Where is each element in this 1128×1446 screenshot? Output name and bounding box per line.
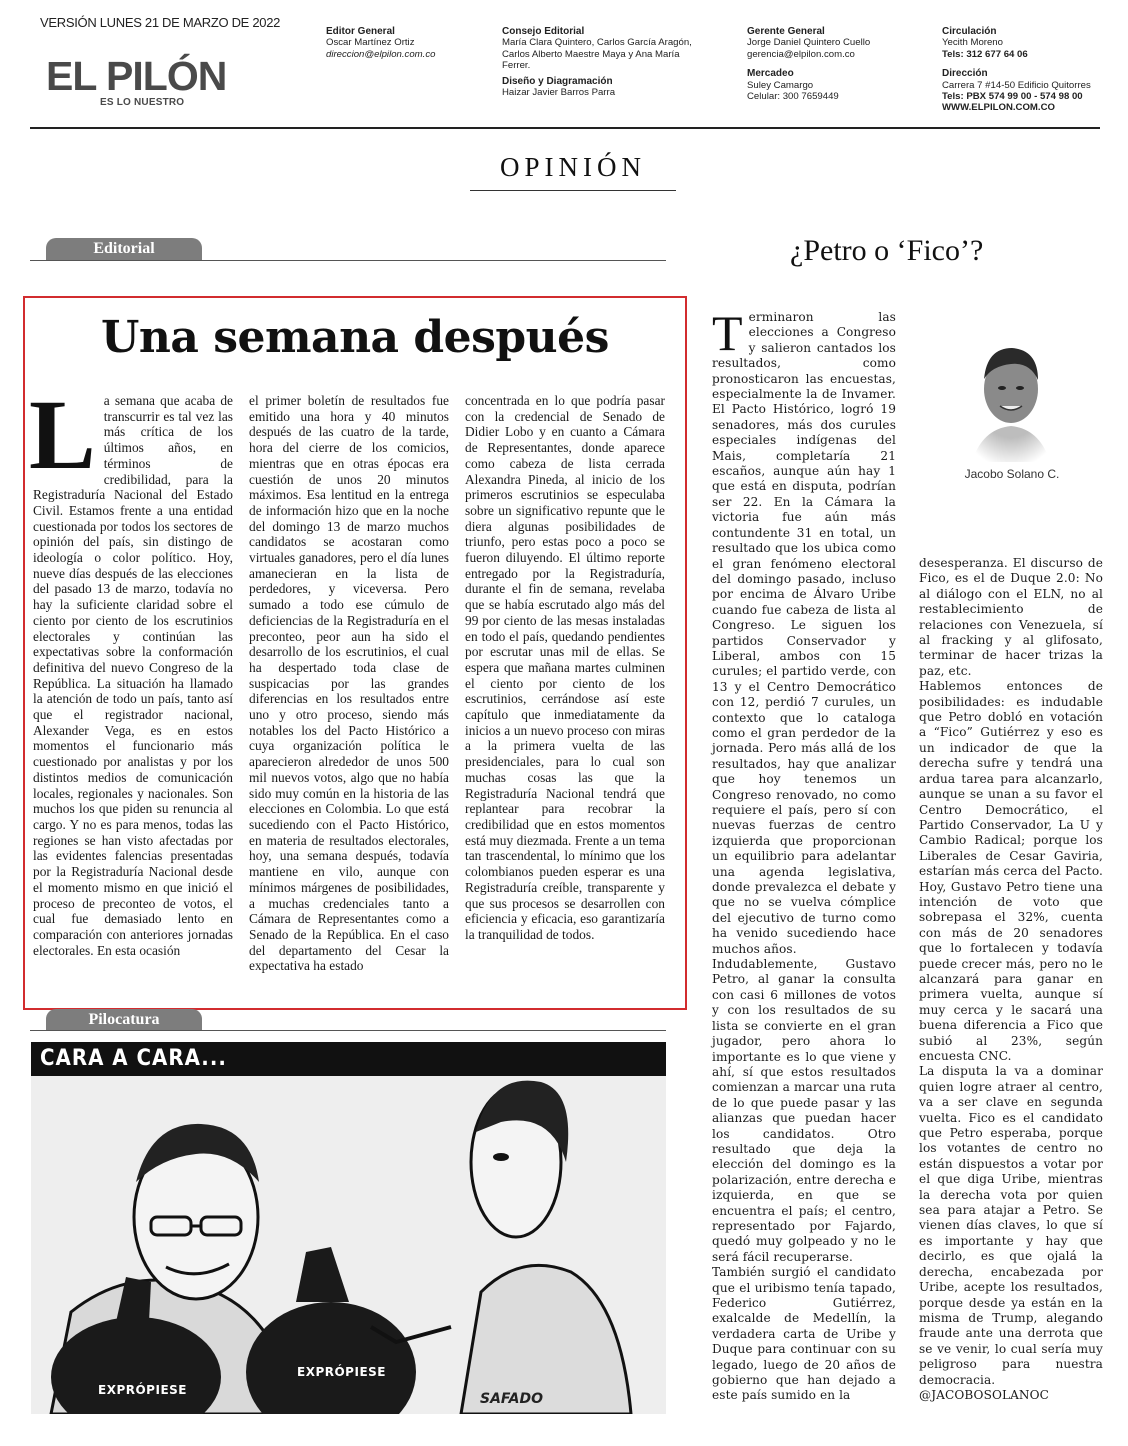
marketing-name: Suley Camargo: [747, 79, 814, 91]
council-names-line: Carlos Alberto Maestre Maya y Ana María: [502, 48, 680, 60]
section-title: OPINIÓN: [500, 152, 646, 182]
circulation-title: Circulación: [942, 26, 997, 37]
address-title: Dirección: [942, 68, 988, 80]
bag-label-left: EXPRÓPIESE: [98, 1383, 187, 1397]
credits-circulation: [942, 26, 1122, 114]
cartoonist-signature: SAFADO: [480, 1391, 544, 1407]
political-cartoon: [31, 1042, 666, 1414]
editorial-tab-rule: [30, 260, 666, 261]
author-photo: [962, 334, 1060, 462]
pilocatura-tab[interactable]: Pilocatura: [46, 1009, 202, 1031]
opinion-paragraph: También surgió el candidato que el uribismo tenía tapado, Federico Gutiérrez, exalcalde de Medellín, la verdadera carta de Uribe y Duque para continuar con su legado, luego de 20 años de gobierno que han dejado a este país sumido en la: [712, 1265, 896, 1403]
editorial-dropcap: L: [29, 379, 96, 490]
pilocatura-tab-rule: [30, 1030, 666, 1031]
address-line: Carrera 7 #14-50 Edificio Quitorres: [942, 79, 1091, 91]
opinion-column-2: [919, 556, 1103, 1403]
council-title: Consejo Editorial: [502, 26, 585, 37]
editorial-column-2: [249, 393, 449, 974]
masthead-divider: [30, 127, 1100, 129]
opinion-paragraph: La disputa la va a dominar quien logre atraer al centro, va a ser clave en segunda vuelta. Fico es el candidato que Petro esperaba, porque los votantes de centro no están dispuestos a votar por el que diga Uribe, mientras la derecha vota por quien sea para atajar a Petro. Se vienen días claves, lo que sí es importante y hay que decirlo, es que ojalá la derecha, encabezada por Uribe, acepte los resultados, porque desde ya están en la misma de Trump, alegando fraude ante una derrota que se ve venir, lo cual sería muy peligroso para nuestra democracia. @JACOBOSOLANOC: [919, 1064, 1103, 1402]
circulation-phone: Tels: 312 677 64 06: [942, 48, 1028, 60]
marketing-phone: Celular: 300 7659449: [747, 91, 839, 103]
credits-council: [502, 26, 722, 98]
council-names-line: María Clara Quintero, Carlos García Aragón,: [502, 37, 692, 49]
marketing-title: Mercadeo: [747, 68, 794, 80]
opinion-dropcap: T: [712, 305, 743, 361]
council-names-line: Ferrer.: [502, 60, 531, 72]
manager-email[interactable]: gerencia@elpilon.com.co: [747, 48, 855, 60]
author-name: Jacobo Solano C.: [964, 467, 1060, 481]
newspaper-tagline: ES LO NUESTRO: [100, 97, 185, 108]
editorial-column-3: [465, 393, 665, 943]
opinion-title: ¿Petro o ‘Fico’?: [790, 234, 984, 267]
opinion-paragraph: Hablemos entonces de posibilidades: es indudable que Petro dobló en votación a “Fico” Gutiérrez y eso es un indicador de que la derecha sufre y tendrá una ardua tarea para alcanzarlo, aunque se unan a su favor el Centro Democrático, el Partido Conservador, La U y Cambio Radical; porque los Liberales de Cesar Gaviria, estarían más cerca del Pacto. Hoy, Gustavo Petro tiene una intención de voto que sobrepasa el 32%, cuenta con más de 20 senadores que lo fortalecen y todavía puede crecer más, pero no le alcanzará para ganar en primera vuelta, aunque sí muy cerca y le sacará una buena diferencia a Fico que subió al 23%, según encuesta CNC.: [919, 679, 1103, 1063]
opinion-paragraph: desesperanza. El discurso de Fico, es el de Duque 2.0: No al diálogo con el ELN, no al restablecimiento de relaciones con Venezuela, sí al fracking y al glifosato, terminar de hacer trizas la paz, etc.: [919, 556, 1103, 678]
cartoon-title: CARA A CARA...: [40, 1046, 227, 1071]
editorial-column-3-text: concentrada en lo que podría pasar con la credencial de Senado de Didier Lobo y en cuanto a Cámara de Representantes, donde aparece como cabeza de lista cerrada Alexandra Pineda, al inicio de los primeros escrutinios se especulaba sobre un significativo repunte que le diera algunas posibilidades de triunfo, pero estas poco a poco se fueron diluyendo. El último reporte entregado por la Registraduría, durante el fin de semana, revelaba que se había escrutado algo más del 99 por ciento de las mesas instaladas en todo el país, quedando pendientes por escrutar unas mil de ellas. Se espera que mañana martes culminen el ciento por ciento de los escrutinios, cerrándose así este capítulo que inmediatamente da inicios a un nuevo proceso con miras a la primera vuelta de las presidenciales, para lo cual son muchas cosas las que la Registraduría Nacional tendrá que replantear para recobrar la credibilidad que en estos momentos está muy diezmada. Frente a un tema tan trascendental, lo mínimo que los colombianos pueden esperar es una Registraduría creíble, transparente y que sus procesos se desarrollen con eficiencia y eficacia, eso garantizaría la tranquilidad de todos.: [465, 393, 665, 942]
cartoon-illustration: [31, 1042, 666, 1414]
section-underline: [470, 190, 676, 191]
editorial-tab[interactable]: Editorial: [46, 238, 202, 260]
design-name: Haizar Javier Barros Parra: [502, 87, 616, 99]
website-link[interactable]: WWW.ELPILON.COM.CO: [942, 102, 1055, 114]
editor-email[interactable]: direccion@elpilon.com.co: [326, 48, 436, 60]
circulation-name: Yecith Moreno: [942, 37, 1003, 49]
edition-date: VERSIÓN LUNES 21 DE MARZO DE 2022: [40, 15, 281, 30]
editor-name: Oscar Martínez Ortiz: [326, 37, 415, 49]
opinion-column-1: [712, 305, 896, 1404]
manager-title: Gerente General: [747, 26, 825, 37]
opinion-paragraph: erminaron las elecciones a Congreso y salieron cantados los resultados, como pronosticaron las encuestas, especialmente la de Invamer. El Pacto Histórico, logró 19 senadores, más dos curules especiales indígenas del Mais, completaría 21 escaños, aunque aún hay 1 que está en disputa, podrían ser 22. En la Cámara la victoria fue aún más contundente 31 en total, un resultado que los ubica como el gran fenómeno electoral del domingo pasado, incluso por encima de Álvaro Uribe cuando fue cabeza de lista al Congreso. Le siguen los partidos Conservador y Liberal, ambos con 15 curules; el partido verde, con 13 y el Centro Democrático con 12, perdió 7 curules, un contexto que lo cataloga como el gran perdedor de la jornada. Pero más allá de los resultados, hay que analizar que hoy tenemos un Congreso renovado, no como requiere el país, pero sí con nuevas fuerzas de centro izquierda que proporcionan un equilibrio para adelantar una agenda legislativa, donde prevalezca el debate y que no se vuelva cómplice del ejecutivo de turno como ha venido sucediendo hace muchos años.: [712, 310, 896, 956]
credits-editor: [326, 26, 486, 60]
manager-name: Jorge Daniel Quintero Cuello: [747, 37, 871, 49]
design-title: Diseño y Diagramación: [502, 75, 613, 87]
newspaper-logo[interactable]: EL PILÓN: [46, 53, 227, 99]
editorial-headline: Una semana después: [101, 312, 609, 363]
credits-manager: [747, 26, 917, 102]
editor-title: Editor General: [326, 26, 395, 37]
bag-label-right: EXPRÓPIESE: [297, 1365, 386, 1379]
opinion-paragraph: Indudablemente, Gustavo Petro, al ganar la consulta con casi 6 millones de votos y con los resultados de su lista se convierte en el gran jugador, pero ahora lo importante es lo que viene y ahí, sí que estos resultados comienzan a marcar una ruta de lo que puede pasar y las alianzas que puedan hacer los candidatos. Otro resultado que deja la elección del domingo es la polarización, entre derecha e izquierda, en que se encuentra el país; el centro, representado por Fajardo, quedó muy golpeado y no le será fácil recuperarse.: [712, 957, 896, 1264]
address-phone: Tels: PBX 574 99 00 - 574 98 00: [942, 91, 1083, 103]
editorial-column-2-text: el primer boletín de resultados fue emitido una hora y 40 minutos después de las cuatro de la tarde, hora del cierre de los comicios, mientras que en otras épocas era cuestión de unos 20 minutos máximos. Esa lentitud en la entrega de información hizo que en la noche del domingo 13 de marzo muchos candidatos se acostaran como virtuales ganadores, pero el día lunes amanecieran en la lista de perdedores, y viceversa. Pero sumado a todo ese cúmulo de deficiencias de la Registraduría en el preconteo, peor aun ha sido el desarrollo de los escrutinios, el cual ha despertado toda clase de suspicacias por las grandes diferencias en los resultados entre uno y otro proceso, siendo más notables los del Pacto Histórico a cuya organización política le aparecieron alrededor de unos 500 mil nuevos votos, algo que no había sido muy común en la historia de las elecciones en Colombia. Lo que está sucediendo con el Pacto Histórico, en materia de resultados electorales, hoy, una semana después, todavía mantiene en vilo, aunque con mínimos márgenes de posibilidades, a muchas credenciales tanto a Cámara de Representantes como a Senado de la República. En el caso del departamento del Cesar la expectativa ha estado: [249, 393, 449, 974]
editorial-column-1: [29, 379, 233, 958]
editorial-column-1-text: a semana que acaba de transcurrir es tal vez las más crítica de los últimos años, en términos de credibilidad, para la Registraduría Nacional del Estado Civil. Estamos frente a una entidad cuestionada por todos los sectores de opinión del país, sin distingo de ideología o color político. Hoy, nueve días después de las elecciones del pasado 13 de marzo, todavía no hay la suficiente claridad sobre el ciento por ciento de los escrutinios electorales y continúan las expectativas sobre la conformación definitiva del nuevo Congreso de la República. La situación ha llamado la atención de todo un país, tanto así que el registrador nacional, Alexander Vega, es en estos momentos el funcionario más cuestionado por analistas y por los distintos medios de comunicación locales, regionales y nacionales. Son muchos los que piden su renuncia al cargo. Y no es para menos, todas las regiones se han visto afectadas por las evidentes falencias presentadas por la Registraduría Nacional desde el momento mismo en que inició el proceso de preconteo de votos, el cual fue demasiado lento en comparación con anteriores jornadas electorales. En esta ocasión: [33, 393, 233, 958]
